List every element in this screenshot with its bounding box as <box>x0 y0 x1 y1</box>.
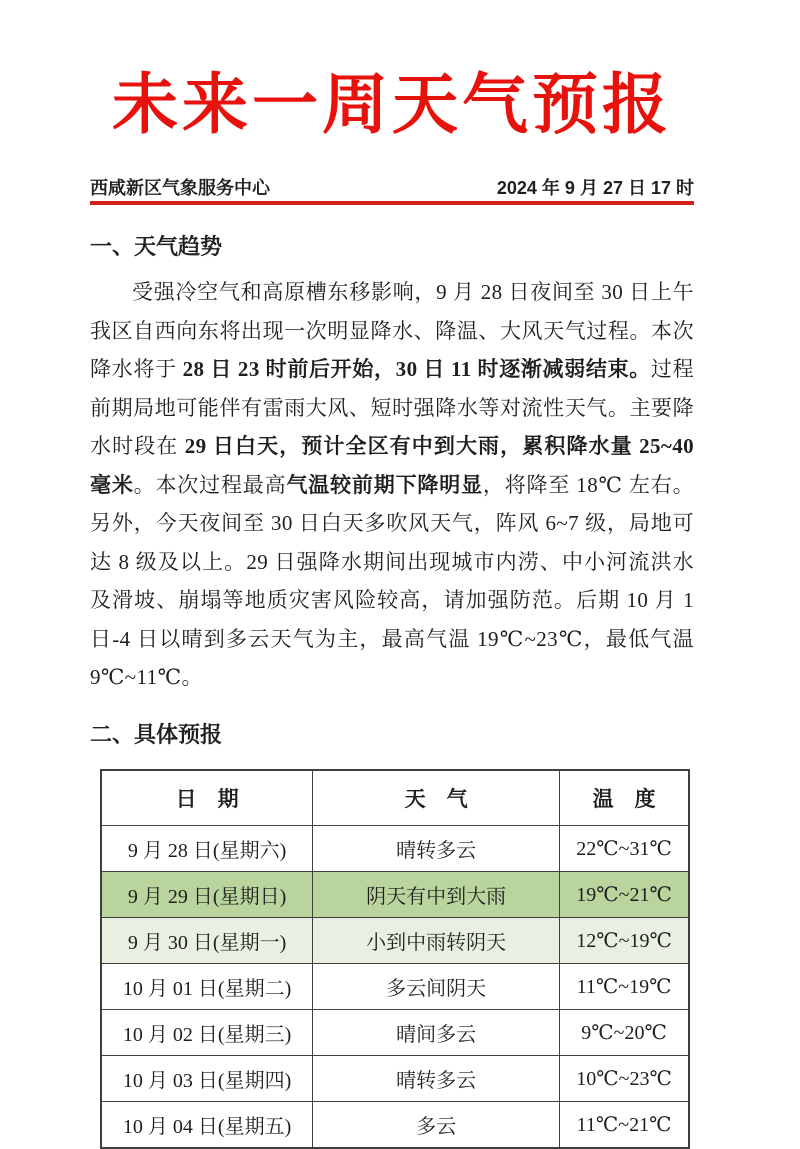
table-header-row <box>101 770 689 826</box>
paragraph-segment: ，将降至 18℃ 左右。另外，今天夜间至 30 日白天多吹风天气，阵风 6~7 级，局地可达 8 级及以上。29 日强降水期间出现城市内涝、中小河流洪水及滑坡、崩塌等地质灾害风险较高，请加强防范。后期 10 月 1 日-4 日以晴到多云天气为主，最高气温 19℃~23℃，最低气温 9℃~11℃。 <box>90 472 694 689</box>
weather-cell: 晴间多云 <box>313 1009 560 1055</box>
date-cell: 9 月 28 日(星期六) <box>101 825 313 871</box>
paragraph-segment: 过程前期局地可能伴有雷雨大风、短时强降水等对流性天气。主要降水时段在 <box>90 357 694 458</box>
header-meta-row <box>90 176 694 205</box>
forecast-table <box>100 769 690 1149</box>
table-body <box>101 825 689 1148</box>
date-cell: 10 月 04 日(星期五) <box>101 1101 313 1148</box>
paragraph-segment: 。本次过程最高 <box>133 472 287 497</box>
paragraph-segment: 受强冷空气和高原槽东移影响，9 月 28 日夜间至 30 日上午我区自西向东将出现一次明显降水、降温、大风天气过程。本次降水将于 <box>90 280 694 381</box>
table-row <box>101 963 689 1009</box>
paragraph-segment-bold: 29 日白天，预计全区有中到大雨，累积降水量 25~40 毫米 <box>90 434 695 497</box>
table-row <box>101 825 689 871</box>
date-cell: 9 月 30 日(星期一) <box>101 917 313 963</box>
temp-cell: 19℃~21℃ <box>560 871 689 917</box>
date-cell: 9 月 29 日(星期日) <box>101 871 313 917</box>
publisher-name: 西咸新区气象服务中心 <box>90 178 270 198</box>
section1-heading: 一、天气趋势 <box>90 234 223 259</box>
issue-datetime: 2024 年 9 月 27 日 17 时 <box>496 178 694 198</box>
date-cell: 10 月 03 日(星期四) <box>101 1055 313 1101</box>
temp-cell: 11℃~19℃ <box>560 963 689 1009</box>
date-cell: 10 月 02 日(星期三) <box>101 1009 313 1055</box>
weather-cell: 阴天有中到大雨 <box>313 871 560 917</box>
table-row <box>101 1055 689 1101</box>
column-header: 日 期 <box>101 770 313 826</box>
paragraph-segment-bold: 气温较前期下降明显 <box>286 472 483 497</box>
column-header: 温 度 <box>560 770 689 826</box>
temp-cell: 11℃~21℃ <box>560 1101 689 1148</box>
column-header: 天 气 <box>313 770 560 826</box>
paragraph-segment-bold: 28 日 23 时前后开始，30 日 11 时逐渐减弱结束。 <box>182 357 651 381</box>
weather-cell: 多云间阴天 <box>313 963 560 1009</box>
table-row <box>101 917 689 963</box>
weather-trend-paragraph <box>90 273 694 697</box>
temp-cell: 10℃~23℃ <box>560 1055 689 1101</box>
temp-cell: 9℃~20℃ <box>560 1009 689 1055</box>
weather-cell: 晴转多云 <box>313 1055 560 1101</box>
temp-cell: 12℃~19℃ <box>560 917 689 963</box>
date-cell: 10 月 01 日(星期二) <box>101 963 313 1009</box>
page-title: 未来一周天气预报 <box>112 67 672 141</box>
table-row <box>101 1009 689 1055</box>
section2-heading: 二、具体预报 <box>90 721 223 747</box>
temp-cell: 22℃~31℃ <box>560 825 689 871</box>
weather-cell: 小到中雨转阴天 <box>313 917 560 963</box>
weather-cell: 晴转多云 <box>313 825 560 871</box>
table-row <box>101 871 689 917</box>
table-row <box>101 1101 689 1148</box>
weather-cell: 多云 <box>313 1101 560 1148</box>
